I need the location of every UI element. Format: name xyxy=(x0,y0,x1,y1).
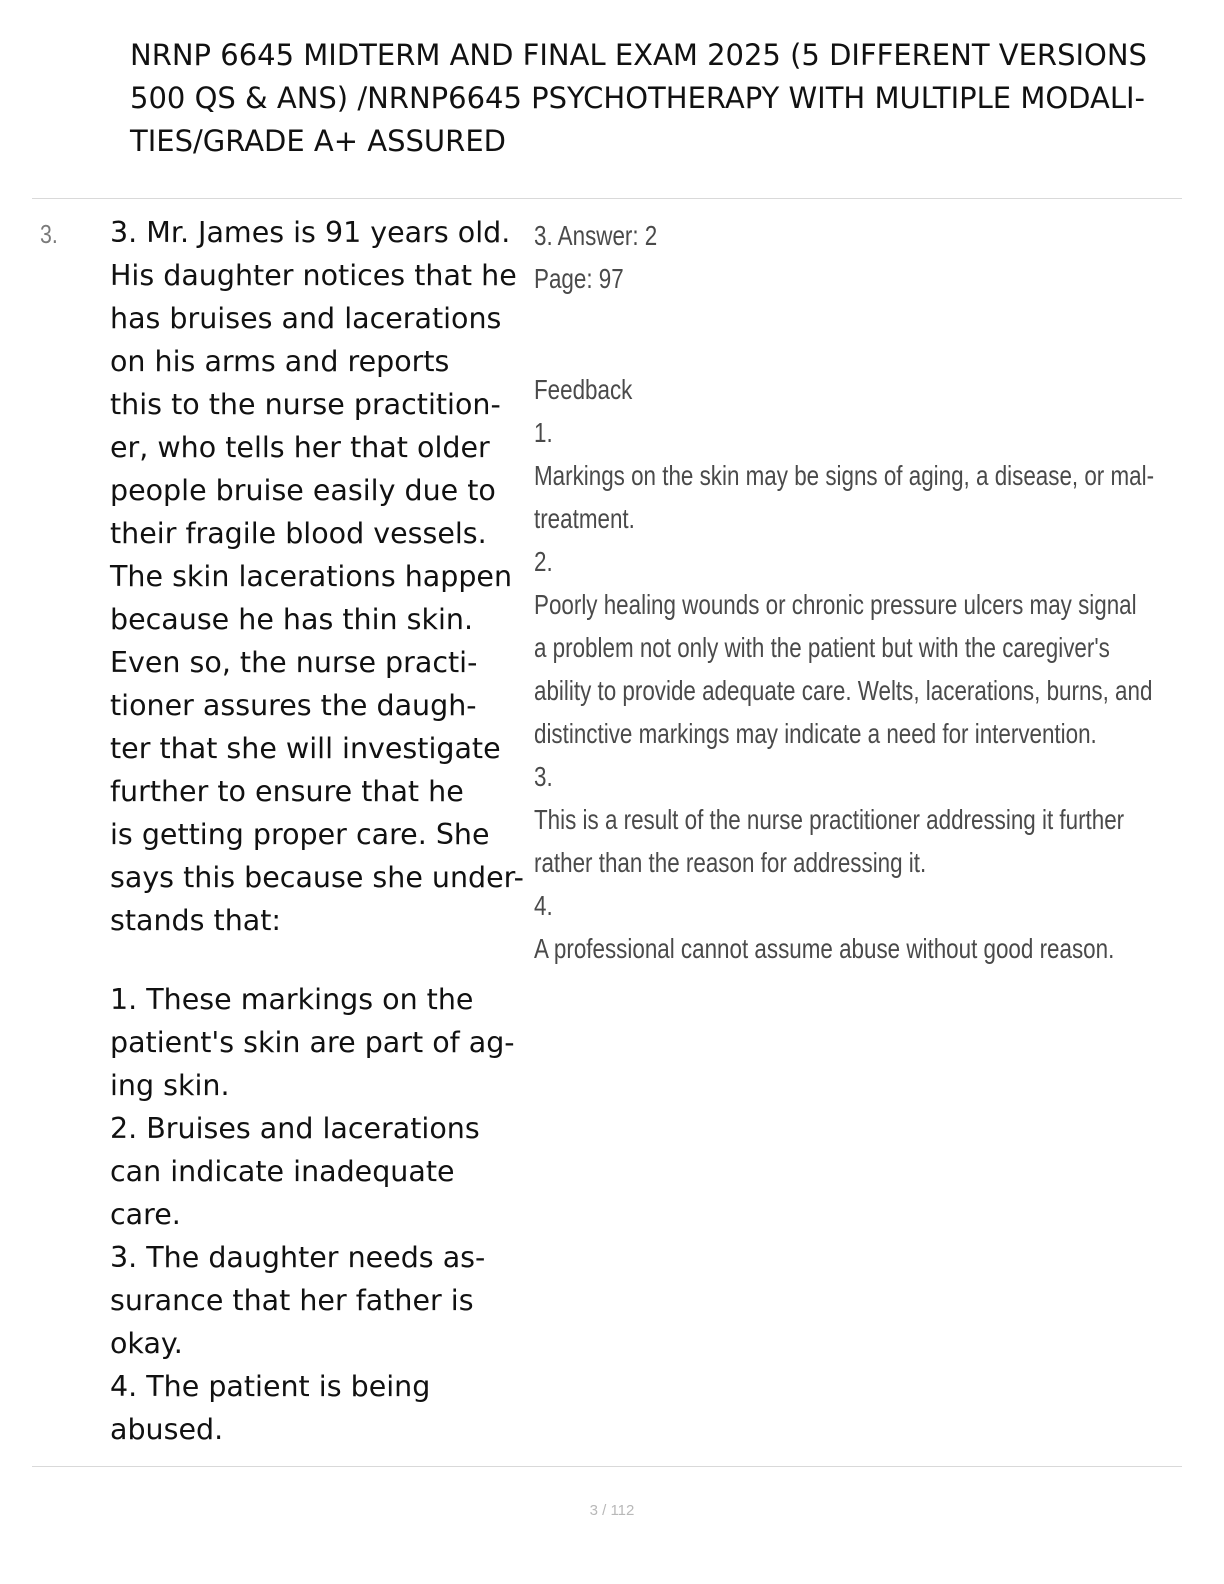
question-column xyxy=(110,211,540,1451)
feedback-line: treatment. xyxy=(534,503,635,534)
header-title-line: TIES/GRADE A+ ASSURED xyxy=(130,124,506,158)
header-title-line: 500 QS & ANS) /NRNP6645 PSYCHOTHERAPY WITH MULTIPLE MODALI- xyxy=(130,81,1145,115)
stem-line: ter that she will investigate xyxy=(110,732,501,765)
header-title-line: NRNP 6645 MIDTERM AND FINAL EXAM 2025 (5 DIFFERENT VERSIONS xyxy=(130,38,1147,72)
feedback-line: 1. xyxy=(534,417,553,448)
option-line: 1. These markings on the xyxy=(110,983,474,1016)
stem-line: is getting proper care. She xyxy=(110,818,490,851)
stem-line: 3. Mr. James is 91 years old. xyxy=(110,216,511,249)
stem-line: because he has thin skin. xyxy=(110,603,474,636)
document-header xyxy=(130,34,1190,163)
option-line: care. xyxy=(110,1198,181,1231)
stem-line: His daughter notices that he xyxy=(110,259,517,292)
option-line: can indicate inadequate xyxy=(110,1155,455,1188)
feedback-line: 3. xyxy=(534,761,553,792)
top-divider xyxy=(32,198,1182,199)
option-line: 3. The daughter needs as- xyxy=(110,1241,486,1274)
question-stem xyxy=(110,211,540,942)
feedback-line: rather than the reason for addressing it. xyxy=(534,847,927,878)
feedback-line: This is a result of the nurse practitioner addressing it further xyxy=(534,804,1125,835)
option-line: 2. Bruises and lacerations xyxy=(110,1112,480,1145)
page-reference: Page: 97 xyxy=(534,263,624,294)
stem-line: has bruises and lacerations xyxy=(110,302,502,335)
feedback-heading: Feedback xyxy=(534,374,633,405)
answer-label: 3. Answer: 2 xyxy=(534,220,658,251)
stem-line: stands that: xyxy=(110,904,282,937)
feedback-line: Poorly healing wounds or chronic pressure ulcers may signal xyxy=(534,589,1137,620)
question-options xyxy=(110,978,540,1451)
bottom-divider xyxy=(32,1466,1182,1467)
option-line: okay. xyxy=(110,1327,183,1360)
option-line: 4. The patient is being xyxy=(110,1370,431,1403)
feedback-line: A professional cannot assume abuse without good reason. xyxy=(534,933,1115,964)
stem-line: further to ensure that he xyxy=(110,775,464,808)
option-line: ing skin. xyxy=(110,1069,230,1102)
feedback-line: 4. xyxy=(534,890,553,921)
stem-line: their fragile blood vessels. xyxy=(110,517,487,550)
stem-line: on his arms and reports xyxy=(110,345,450,378)
feedback-line: 2. xyxy=(534,546,553,577)
option-line: patient's skin are part of ag- xyxy=(110,1026,515,1059)
stem-line: this to the nurse practition- xyxy=(110,388,501,421)
stem-line: Even so, the nurse practi- xyxy=(110,646,478,679)
feedback-line: distinctive markings may indicate a need for intervention. xyxy=(534,718,1097,749)
answer-column xyxy=(534,214,1174,970)
stem-line: The skin lacerations happen xyxy=(110,560,513,593)
page-indicator: 3 / 112 xyxy=(589,1502,635,1519)
question-number: 3. xyxy=(40,219,58,249)
feedback-line: Markings on the skin may be signs of aging, a disease, or mal- xyxy=(534,460,1155,491)
option-line: surance that her father is xyxy=(110,1284,474,1317)
stem-line: says this because she under- xyxy=(110,861,524,894)
feedback-block xyxy=(534,368,1174,970)
stem-line: tioner assures the daugh- xyxy=(110,689,477,722)
feedback-line: ability to provide adequate care. Welts, lacerations, burns, and xyxy=(534,675,1153,706)
option-line: abused. xyxy=(110,1413,224,1446)
stem-line: er, who tells her that older xyxy=(110,431,490,464)
feedback-line: a problem not only with the patient but with the caregiver's xyxy=(534,632,1110,663)
stem-line: people bruise easily due to xyxy=(110,474,496,507)
